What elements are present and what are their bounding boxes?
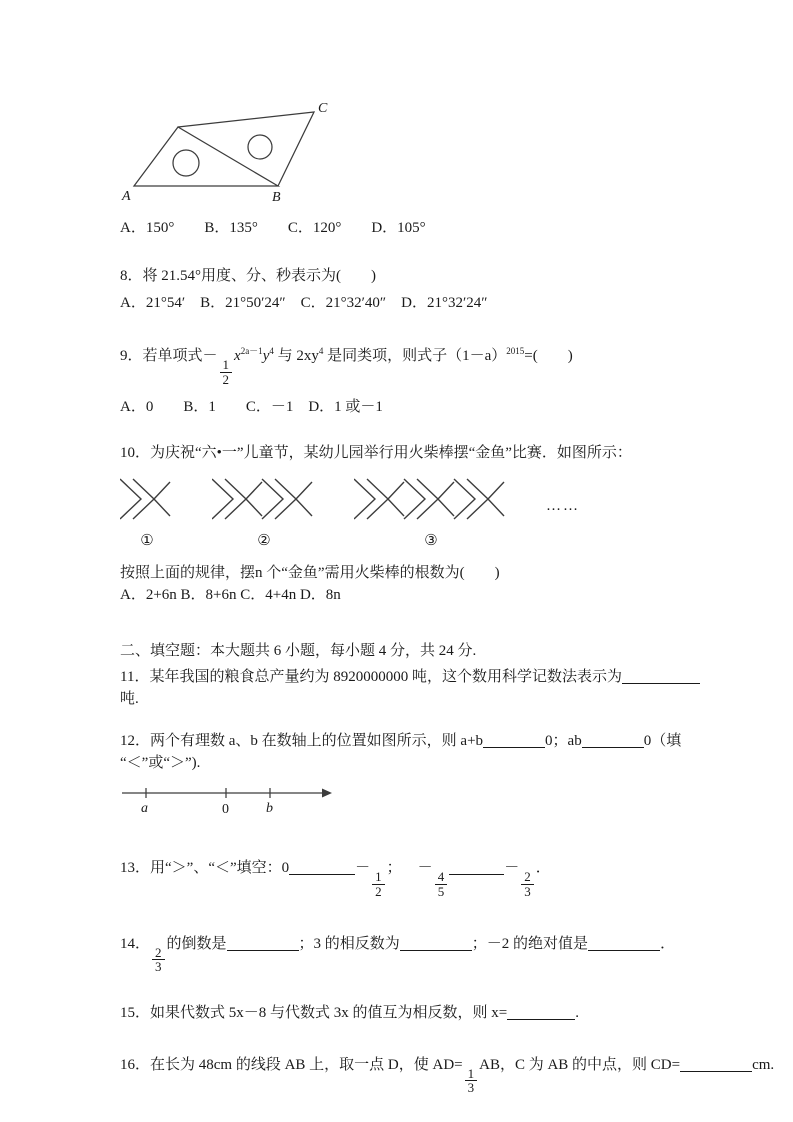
- fraction-numerator: 2: [152, 946, 165, 961]
- q9-exponent-y2: 4: [318, 346, 324, 356]
- q12-text-tail: 0（填: [643, 733, 682, 750]
- q12-line-1: [120, 733, 681, 749]
- q14-blank-2: [400, 936, 472, 951]
- q11-text-lead: 11．某年我国的粮食总产量约为 8920000000 吨，这个数用科学记数法表示为: [120, 669, 622, 686]
- fraction-denominator: 3: [524, 883, 531, 899]
- number-line-label-a: a: [141, 801, 148, 817]
- fraction-numerator: 1: [372, 870, 385, 885]
- fraction-two-thirds: [521, 870, 534, 898]
- q9-exponent-x: 2a－1: [240, 346, 263, 356]
- q15-blank: [507, 1005, 575, 1020]
- q9-var-x: x: [234, 348, 241, 364]
- q13-minus-2: －: [417, 860, 433, 877]
- fish-group-2-label: ②: [257, 533, 271, 550]
- fish-group-3-label: ③: [424, 533, 438, 550]
- q15-text-lead: 15．如果代数式 5x－8 与代数式 3x 的值互为相反数，则 x=: [120, 1004, 508, 1021]
- q14-blank-3: [588, 936, 660, 951]
- q12-text: [120, 730, 703, 774]
- fish-group-2: [212, 476, 316, 550]
- vertex-c-label: C: [318, 101, 328, 116]
- q9-var-y: y: [262, 348, 270, 364]
- q9-options: A．0 B．1 C．－1 D．1 或－1: [120, 399, 383, 416]
- q10-options: A．2+6n B．8+6n C．4+4n D．8n: [120, 587, 341, 604]
- section-2-heading: 二、填空题：本大题共 6 小题，每小题 4 分，共 24 分.: [120, 643, 477, 660]
- q9-exponent-y: 4: [269, 346, 274, 356]
- q9-exponent-2015: 2015: [506, 346, 525, 356]
- fraction-denominator: 3: [155, 959, 162, 975]
- vertex-a-label: A: [122, 189, 131, 204]
- q11-text: [120, 666, 703, 710]
- q13-text-end: ．: [535, 860, 551, 877]
- q14-text: [120, 927, 703, 974]
- fraction-numerator: 2: [521, 870, 534, 885]
- arrowhead-icon: [322, 789, 332, 798]
- q7-options: A．150° B．135° C．120° D．105°: [120, 220, 426, 236]
- q15-text-end: .: [575, 1004, 579, 1021]
- fraction-one-third: [465, 1067, 478, 1095]
- q10-text: 10．为庆祝“六•一”儿童节，某幼儿园举行用火柴棒摆“金鱼”比赛．如图所示：: [120, 445, 632, 462]
- fish-drawing-2: [212, 476, 316, 522]
- q9-text-mid: 与 2xy: [273, 348, 319, 364]
- q12-line-2: “＜”或“＞”).: [120, 755, 201, 772]
- q14-text-end: ．: [660, 935, 676, 952]
- q14-text-2: ；3 的相反数为: [298, 935, 400, 952]
- fraction-numerator: 1: [220, 358, 233, 373]
- fish-group-1: [120, 476, 174, 550]
- fish-group-3: [354, 476, 508, 550]
- q12-number-line: [120, 780, 703, 821]
- fraction-four-fifths: [435, 870, 448, 898]
- q14-blank-1: [227, 936, 299, 951]
- q12-blank-1: [483, 733, 545, 748]
- fraction-one-half: [220, 358, 233, 386]
- q10-text2: 按照上面的规律，摆n 个“金鱼”需用火柴棒的根数为( ): [120, 565, 500, 582]
- q13-text-lead: 13．用“＞”、“＜”填空：0: [120, 860, 290, 877]
- q8-text: 8．将 21.54°用度、分、秒表示为( ): [120, 268, 376, 284]
- number-line-label-b: b: [266, 801, 273, 817]
- q13-minus-3: －: [504, 860, 520, 877]
- q12-text-lead: 12．两个有理数 a、b 在数轴上的位置如图所示，则 a+b: [120, 733, 484, 750]
- q16-blank: [680, 1057, 752, 1072]
- q7-triangle-figure: [120, 100, 703, 209]
- q13-blank-2: [449, 860, 504, 875]
- q9-text-tail: 是同类项，则式子（1－a）: [323, 348, 507, 364]
- fish-drawing-1: [120, 476, 174, 522]
- fraction-denominator: 3: [467, 1080, 475, 1096]
- triangle-drawing: [120, 100, 360, 204]
- q11-text-end: 吨.: [120, 691, 139, 708]
- q13-minus-1: －: [355, 860, 371, 877]
- q8-options: A．21°54′ B．21°50′24″ C．21°32′40″ D．21°32′24″: [120, 295, 488, 311]
- q15-text: [120, 1002, 703, 1024]
- q16-text-mid: AB，C 为 AB 的中点，则 CD=: [479, 1056, 681, 1073]
- q11-blank: [622, 669, 700, 684]
- q12-text-mid: 0；ab: [545, 733, 582, 750]
- fraction-numerator: 4: [435, 870, 448, 885]
- fraction-numerator: 1: [465, 1067, 478, 1082]
- q9-text: [120, 334, 703, 386]
- q14-number: 14．: [120, 935, 151, 952]
- q13-blank-1: [289, 860, 355, 875]
- fish-group-1-label: ①: [140, 533, 154, 550]
- fraction-denominator: 2: [222, 371, 230, 387]
- q16-text: [120, 1048, 775, 1096]
- fraction-denominator: 2: [375, 883, 382, 899]
- fraction-one-half: [372, 870, 385, 898]
- q10-matchstick-figure: [120, 476, 703, 550]
- fraction-denominator: 5: [437, 883, 445, 899]
- q16-text-lead: 16．在长为 48cm 的线段 AB 上，取一点 D，使 AD=: [120, 1056, 463, 1073]
- fish-ellipsis: ……: [546, 497, 580, 514]
- q12-blank-2: [582, 733, 644, 748]
- q13-separator: ；: [386, 860, 402, 877]
- q16-text-end: cm.: [752, 1056, 775, 1073]
- q13-text: [120, 851, 703, 898]
- q14-text-1: 的倒数是: [166, 935, 227, 952]
- number-line-label-zero: 0: [222, 802, 229, 817]
- fraction-two-thirds: [152, 946, 165, 974]
- vertex-b-label: B: [272, 190, 281, 204]
- q14-text-3: ；－2 的绝对值是: [471, 935, 589, 952]
- q9-text-lead: 9．若单项式－: [120, 348, 218, 364]
- fish-drawing-3: [354, 476, 508, 522]
- number-line-drawing: [120, 780, 335, 816]
- q9-text-end: =( ): [524, 348, 573, 364]
